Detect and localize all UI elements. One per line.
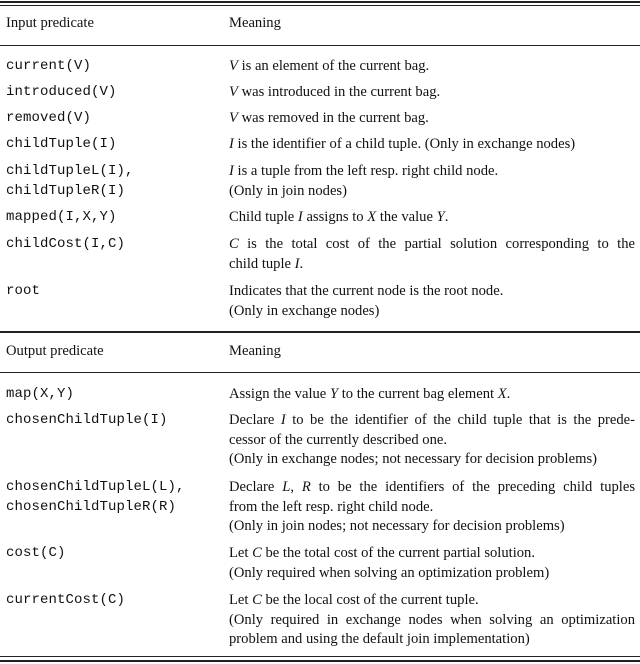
output-meaning-cell (229, 478, 635, 537)
output-predicate-cell (6, 591, 125, 611)
input-header-rule (0, 45, 640, 46)
meaning-line: (Only required in exchange nodes when solving an optimization (229, 611, 635, 628)
input-predicate-cell (6, 235, 125, 255)
meaning-line: Let C be the local cost of the current tuple. (229, 592, 479, 608)
input-meaning-cell (229, 57, 635, 77)
math-variable: C (252, 545, 262, 561)
meaning-line: problem and using the default join implementation) (229, 631, 530, 647)
predicate-name: mapped(I,X,Y) (6, 209, 117, 225)
input-predicate-cell (6, 57, 91, 77)
meaning-line: V was introduced in the current bag. (229, 84, 441, 100)
math-variable: I (280, 412, 286, 428)
output-predicate-cell (6, 411, 168, 431)
meaning-line: (Only in exchange nodes; not necessary for decision problems) (229, 451, 597, 467)
meaning-line: cessor of the currently described one. (229, 431, 448, 448)
input-predicate-header: Input predicate (6, 15, 94, 31)
math-variable: C (252, 592, 262, 608)
top-rule-2 (0, 5, 640, 6)
math-variable: V (229, 110, 238, 126)
input-predicate-cell (6, 282, 40, 302)
meaning-line: Let C be the total cost of the current partial solution. (229, 545, 535, 561)
meaning-line: C is the total cost of the partial solution corresponding to the (229, 236, 635, 252)
output-header-rule (0, 372, 640, 373)
math-variable: X (497, 386, 507, 402)
predicate-name: root (6, 283, 41, 299)
top-rule-1 (0, 1, 640, 3)
input-meaning-cell (229, 282, 635, 321)
math-variable: Y (436, 209, 445, 225)
output-predicate-cell (6, 385, 74, 405)
math-variable: V (229, 84, 238, 100)
input-predicate-cell (6, 208, 117, 228)
meaning-line: (Only in exchange nodes) (229, 302, 380, 319)
predicate-name: current(V) (6, 58, 92, 74)
meaning-line: Declare I to be the identifier of the child tuple that is the prede- (229, 412, 635, 428)
input-predicate-cell (6, 83, 117, 103)
input-meaning-cell (229, 162, 635, 201)
input-meaning-cell (229, 135, 635, 155)
output-predicate-cell (6, 478, 185, 517)
meaning-line: child tuple I. (229, 255, 304, 272)
meaning-line: (Only required when solving an optimization problem) (229, 564, 550, 581)
bottom-rule-2 (0, 660, 640, 662)
predicate-name: cost(C) (6, 545, 66, 561)
predicate-name: map(X,Y) (6, 386, 75, 402)
math-variable: L (282, 479, 291, 495)
input-meaning-header: Meaning (229, 15, 281, 31)
output-meaning-cell (229, 411, 635, 470)
predicate-name: childTuple(I) (6, 136, 117, 152)
output-meaning-header: Meaning (229, 343, 281, 359)
math-variable: I (297, 209, 303, 225)
section-divider-rule (0, 331, 640, 333)
input-meaning-cell (229, 235, 635, 274)
predicate-name: childTupleR(I) (6, 182, 126, 199)
output-meaning-cell (229, 591, 635, 650)
predicate-name: childCost(I,C) (6, 236, 126, 252)
predicate-name: childTupleL(I), (6, 163, 134, 179)
input-predicate-cell (6, 135, 117, 155)
meaning-line: from the left resp. right child node. (229, 498, 434, 515)
predicate-name: currentCost(C) (6, 592, 126, 608)
meaning-line: Declare L, R to be the identifiers of the preceding child tuples (229, 479, 636, 495)
input-meaning-cell (229, 208, 635, 228)
meaning-line: V is an element of the current bag. (229, 58, 430, 74)
math-variable: C (229, 236, 239, 252)
meaning-line: Indicates that the current node is the root node. (229, 283, 504, 299)
math-variable: Y (329, 386, 339, 402)
predicate-name: removed(V) (6, 110, 92, 126)
math-variable: I (294, 255, 300, 272)
meaning-line: Child tuple I assigns to X the value Y. (229, 209, 449, 225)
meaning-line: (Only in join nodes; not necessary for decision problems) (229, 518, 565, 534)
meaning-line: I is the identifier of a child tuple. (Only in exchange nodes) (229, 136, 576, 152)
output-meaning-cell (229, 385, 635, 405)
math-variable: X (367, 209, 377, 225)
math-variable: V (229, 58, 238, 74)
math-variable: I (229, 163, 234, 179)
input-predicate-cell (6, 162, 134, 201)
input-meaning-cell (229, 83, 635, 103)
meaning-line: (Only in join nodes) (229, 182, 347, 199)
output-meaning-cell (229, 544, 635, 583)
math-variable: R (301, 479, 311, 495)
meaning-line: Assign the value Y to the current bag element X. (229, 386, 511, 402)
math-variable: I (229, 136, 234, 152)
input-predicate-cell (6, 109, 91, 129)
output-predicate-cell (6, 544, 66, 564)
bottom-rule-1 (0, 656, 640, 657)
meaning-line: V was removed in the current bag. (229, 110, 429, 126)
meaning-line: I is a tuple from the left resp. right child node. (229, 163, 499, 179)
predicate-name: chosenChildTupleL(L), (6, 479, 185, 495)
predicate-name: chosenChildTupleR(R) (6, 498, 177, 515)
predicate-name: introduced(V) (6, 84, 117, 100)
output-predicate-header: Output predicate (6, 343, 104, 359)
predicate-name: chosenChildTuple(I) (6, 412, 168, 428)
input-meaning-cell (229, 109, 635, 129)
